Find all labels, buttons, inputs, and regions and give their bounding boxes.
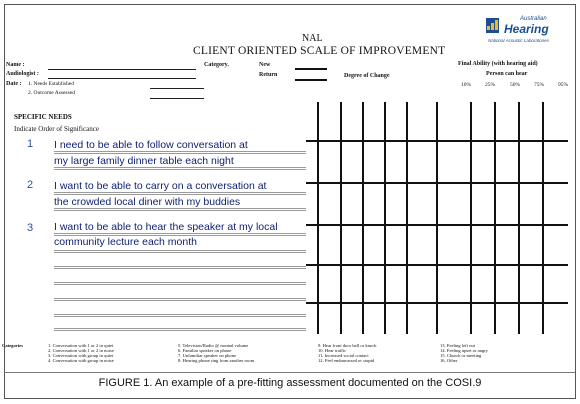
logo-australian: Australian bbox=[520, 16, 547, 22]
need-3-line-2: community lecture each month bbox=[54, 236, 197, 248]
need-rule bbox=[54, 268, 306, 269]
need-rule bbox=[54, 194, 306, 195]
need-rule bbox=[54, 167, 306, 168]
need-rule bbox=[54, 328, 306, 329]
needs-established-label: 1. Needs Established bbox=[28, 81, 74, 87]
category-item: 8. Hearing phone ring from another room bbox=[178, 358, 255, 363]
categories-label: Categories bbox=[2, 343, 23, 348]
need-rule bbox=[54, 235, 306, 236]
name-label: Name : bbox=[6, 62, 25, 68]
category-item: 3. Conversation with group in quiet bbox=[48, 353, 114, 358]
need-rule bbox=[54, 252, 306, 253]
org-name: NAL bbox=[302, 33, 323, 44]
need-rule bbox=[54, 284, 306, 285]
category-item: 1. Conversation with 1 or 2 in quiet bbox=[48, 343, 114, 348]
need-1-line-1: I need to be able to follow conversation at bbox=[54, 139, 248, 151]
grid-column-line bbox=[518, 102, 520, 334]
need-rule bbox=[54, 330, 306, 331]
need-rule bbox=[54, 153, 306, 154]
australian-hearing-logo bbox=[486, 16, 576, 50]
grid-column-line bbox=[470, 102, 472, 334]
logo-subtitle: National Acoustic Laboratories bbox=[488, 38, 549, 43]
grid-row-line bbox=[306, 182, 568, 184]
grid-column-line bbox=[436, 102, 438, 334]
need-2-number: 2 bbox=[27, 179, 34, 191]
order-of-significance: Indicate Order of Significance bbox=[14, 125, 99, 133]
need-rule bbox=[54, 192, 306, 193]
degree-of-change-heading: Degree of Change bbox=[344, 73, 390, 79]
need-rule bbox=[54, 250, 306, 251]
need-rule bbox=[54, 151, 306, 152]
need-rule bbox=[54, 266, 306, 267]
date-label: Date : bbox=[6, 81, 22, 87]
need-3-number: 3 bbox=[27, 222, 34, 234]
person-can-hear-heading: Person can hear bbox=[486, 71, 528, 77]
need-1-line-2: my large family dinner table each night bbox=[54, 155, 234, 167]
grid-column-line bbox=[317, 102, 319, 334]
grid-column-line bbox=[340, 102, 342, 334]
category-item: 9. Hear front door bell or knock bbox=[318, 343, 377, 348]
category-item: 2. Conversation with 1 or 2 in noise bbox=[48, 348, 114, 353]
percent-25: 25% bbox=[485, 82, 496, 88]
category-item: 11. Increased social contact bbox=[318, 353, 369, 358]
grid-row-line bbox=[306, 140, 568, 142]
grid-column-line bbox=[542, 102, 544, 334]
caption-divider bbox=[4, 372, 575, 373]
grid-row-line bbox=[306, 224, 568, 226]
outcome-assessed-line bbox=[150, 98, 204, 99]
category-item: 4. Conversation with group in noise bbox=[48, 358, 114, 363]
category-item: 13. Feeling left out bbox=[440, 343, 475, 348]
category-item: 16. Other bbox=[440, 358, 458, 363]
category-item: 10. Hear traffic bbox=[318, 348, 347, 353]
need-rule bbox=[54, 208, 306, 209]
category-item: 6. Familiar speaker on phone bbox=[178, 348, 232, 353]
percent-95: 95% bbox=[558, 82, 569, 88]
grid-column-line bbox=[494, 102, 496, 334]
need-rule bbox=[54, 233, 306, 234]
grid-row-line bbox=[306, 264, 568, 266]
logo-name: Hearing bbox=[504, 22, 549, 36]
category-item: 15. Church or meeting bbox=[440, 353, 482, 358]
figure-caption: FIGURE 1. An example of a pre-fitting assessment documented on the COSI.9 bbox=[98, 377, 482, 389]
return-label: Return bbox=[259, 72, 278, 78]
need-3-line-1: I want to be able to hear the speaker at my local bbox=[54, 221, 278, 233]
need-rule bbox=[54, 282, 306, 283]
specific-needs-heading: SPECIFIC NEEDS bbox=[14, 113, 72, 121]
grid-row-line bbox=[306, 302, 568, 304]
final-ability-heading: Final Ability (with hearing aid) bbox=[458, 61, 538, 67]
category-item: 12. Feel embarrassed or stupid bbox=[318, 358, 375, 363]
return-line bbox=[295, 79, 327, 81]
outcome-assessed-label: 2. Outcome Assessed bbox=[28, 90, 75, 96]
category-item: 14. Feeling upset or angry bbox=[440, 348, 489, 353]
new-label: New bbox=[259, 62, 271, 68]
percent-75: 75% bbox=[534, 82, 545, 88]
percent-10: 10% bbox=[461, 82, 472, 88]
new-line bbox=[295, 68, 327, 70]
grid-column-line bbox=[362, 102, 364, 334]
cosi-form bbox=[2, 6, 573, 371]
category-item: 7. Unfamiliar speaker on phone bbox=[178, 353, 237, 358]
need-2-line-1: I want to be able to carry on a conversation at bbox=[54, 180, 267, 192]
audiologist-line bbox=[48, 78, 196, 79]
need-rule bbox=[54, 298, 306, 299]
logo-mark-icon bbox=[486, 18, 499, 33]
name-line bbox=[48, 69, 196, 70]
form-title: CLIENT ORIENTED SCALE OF IMPROVEMENT bbox=[193, 45, 446, 57]
need-2-line-2: the crowded local diner with my buddies bbox=[54, 196, 241, 208]
grid-column-line bbox=[384, 102, 386, 334]
need-rule bbox=[54, 169, 306, 170]
audiologist-label: Audiologist : bbox=[6, 71, 39, 77]
need-rule bbox=[54, 316, 306, 317]
need-1-number: 1 bbox=[27, 138, 34, 150]
category-label: Category. bbox=[204, 62, 229, 68]
grid-column-line bbox=[406, 102, 408, 334]
needs-established-line bbox=[150, 88, 204, 89]
need-rule bbox=[54, 314, 306, 315]
percent-50: 50% bbox=[510, 82, 521, 88]
need-rule bbox=[54, 210, 306, 211]
category-item: 5. Television/Radio @ normal volume bbox=[178, 343, 249, 348]
need-rule bbox=[54, 300, 306, 301]
